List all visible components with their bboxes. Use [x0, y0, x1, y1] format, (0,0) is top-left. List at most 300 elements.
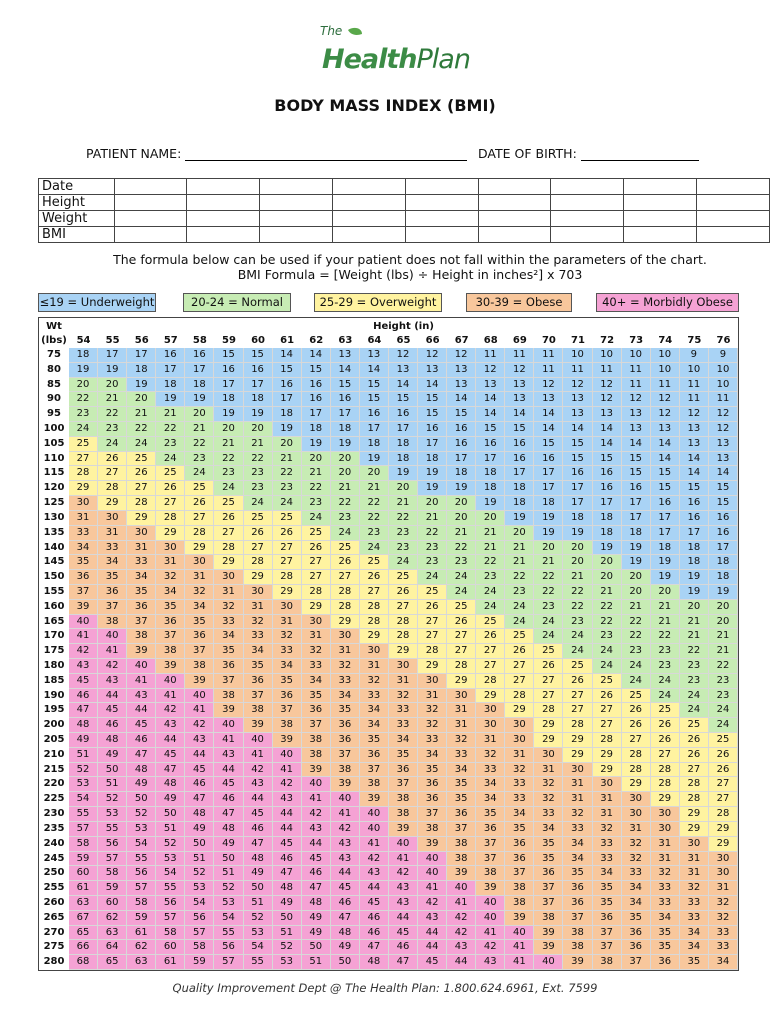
record-entry-cell[interactable] [697, 195, 770, 211]
bmi-cell: 20 [447, 496, 476, 511]
bmi-cell: 18 [505, 496, 534, 511]
weight-label: 100 [43, 423, 65, 435]
patient-name-field[interactable] [185, 147, 467, 161]
record-entry-cell[interactable] [624, 211, 697, 227]
bmi-cell: 35 [534, 837, 563, 852]
bmi-cell: 17 [331, 407, 360, 422]
record-entry-cell[interactable] [478, 211, 551, 227]
bmi-cell: 30 [127, 526, 156, 541]
bmi-cell: 18 [156, 378, 185, 393]
bmi-cell: 44 [302, 837, 331, 852]
record-entry-cell[interactable] [478, 227, 551, 243]
bmi-cell: 39 [156, 659, 185, 674]
bmi-cell: 22 [534, 585, 563, 600]
bmi-cell: 16 [680, 511, 709, 526]
bmi-cell: 49 [127, 777, 156, 792]
weight-label: 220 [43, 778, 65, 790]
bmi-cell: 40 [98, 629, 127, 644]
bmi-cell: 17 [98, 348, 127, 363]
bmi-cell: 16 [505, 437, 534, 452]
bmi-cell: 29 [244, 570, 273, 585]
record-entry-cell[interactable] [114, 211, 187, 227]
weight-label: 215 [43, 763, 65, 775]
bmi-cell: 30 [69, 496, 98, 511]
bmi-cell: 32 [331, 659, 360, 674]
bmi-cell: 21 [244, 437, 273, 452]
record-entry-cell[interactable] [405, 195, 478, 211]
bmi-cell: 18 [244, 392, 273, 407]
bmi-cell: 28 [476, 674, 505, 689]
bmi-cell: 46 [185, 777, 214, 792]
bmi-cell: 31 [418, 689, 447, 704]
bmi-cell: 48 [156, 777, 185, 792]
bmi-cell: 50 [156, 807, 185, 822]
bmi-cell: 36 [505, 837, 534, 852]
bmi-cell: 19 [680, 570, 709, 585]
weight-label: 265 [43, 911, 65, 923]
bmi-cell: 34 [127, 570, 156, 585]
record-entry-cell[interactable] [333, 227, 406, 243]
weight-label: 200 [43, 719, 65, 731]
bmi-cell: 13 [563, 407, 592, 422]
bmi-cell: 39 [418, 837, 447, 852]
bmi-cell: 34 [214, 629, 243, 644]
bmi-cell: 54 [69, 792, 98, 807]
bmi-cell: 13 [622, 422, 651, 437]
bmi-cell: 20 [709, 600, 738, 615]
bmi-cell: 29 [389, 644, 418, 659]
bmi-cell: 13 [680, 422, 709, 437]
bmi-cell: 33 [331, 674, 360, 689]
bmi-cell: 31 [622, 822, 651, 837]
bmi-cell: 38 [360, 777, 389, 792]
bmi-cell: 25 [331, 541, 360, 556]
bmi-cell: 27 [244, 541, 273, 556]
bmi-cell: 29 [563, 748, 592, 763]
bmi-cell: 31 [98, 526, 127, 541]
bmi-cell: 57 [185, 926, 214, 941]
bmi-cell: 40 [447, 881, 476, 896]
bmi-cell: 44 [185, 748, 214, 763]
bmi-cell: 43 [389, 881, 418, 896]
bmi-cell: 24 [563, 644, 592, 659]
bmi-cell: 18 [273, 407, 302, 422]
weight-label: 140 [43, 541, 65, 553]
bmi-cell: 19 [156, 392, 185, 407]
bmi-cell: 35 [680, 955, 709, 970]
bmi-cell: 28 [331, 600, 360, 615]
bmi-cell: 29 [302, 600, 331, 615]
bmi-cell: 38 [563, 926, 592, 941]
bmi-cell: 28 [302, 585, 331, 600]
bmi-cell: 45 [360, 896, 389, 911]
bmi-cell: 13 [622, 407, 651, 422]
bmi-cell: 38 [302, 733, 331, 748]
bmi-cell: 40 [127, 659, 156, 674]
bmi-cell: 29 [273, 585, 302, 600]
bmi-cell: 41 [156, 689, 185, 704]
bmi-cell: 33 [127, 555, 156, 570]
bmi-cell: 26 [505, 644, 534, 659]
bmi-cell: 16 [244, 363, 273, 378]
bmi-cell: 14 [447, 392, 476, 407]
bmi-cell: 37 [98, 600, 127, 615]
bmi-cell: 20 [593, 555, 622, 570]
bmi-cell: 27 [127, 481, 156, 496]
bmi-cell: 28 [273, 570, 302, 585]
bmi-cell: 18 [709, 570, 738, 585]
bmi-cell: 39 [563, 955, 592, 970]
bmi-cell: 43 [69, 659, 98, 674]
bmi-cell: 15 [447, 407, 476, 422]
bmi-cell: 35 [98, 570, 127, 585]
bmi-cell: 11 [651, 378, 680, 393]
bmi-cell: 19 [447, 481, 476, 496]
bmi-cell: 36 [447, 807, 476, 822]
bmi-cell: 34 [709, 955, 738, 970]
record-entry-cell[interactable] [333, 179, 406, 195]
bmi-cell: 28 [651, 777, 680, 792]
bmi-cell: 41 [185, 703, 214, 718]
bmi-cell: 33 [505, 792, 534, 807]
bmi-cell: 23 [389, 541, 418, 556]
bmi-cell: 23 [418, 555, 447, 570]
bmi-cell: 27 [156, 496, 185, 511]
bmi-cell: 33 [593, 837, 622, 852]
bmi-cell: 31 [593, 792, 622, 807]
bmi-cell: 37 [69, 585, 98, 600]
bmi-cell: 40 [476, 911, 505, 926]
record-entry-cell[interactable] [333, 195, 406, 211]
bmi-cell: 42 [98, 659, 127, 674]
bmi-cell: 14 [593, 437, 622, 452]
bmi-cell: 44 [156, 733, 185, 748]
bmi-cell: 23 [709, 689, 738, 704]
bmi-cell: 32 [214, 600, 243, 615]
bmi-cell: 13 [534, 392, 563, 407]
bmi-cell: 18 [476, 466, 505, 481]
bmi-cell: 34 [185, 600, 214, 615]
bmi-cell: 27 [680, 763, 709, 778]
bmi-cell: 23 [244, 466, 273, 481]
bmi-cell: 14 [360, 363, 389, 378]
bmi-cell: 24 [622, 659, 651, 674]
bmi-cell: 18 [331, 422, 360, 437]
bmi-cell: 30 [534, 748, 563, 763]
record-entry-cell[interactable] [187, 179, 260, 195]
record-entry-cell[interactable] [697, 211, 770, 227]
bmi-cell: 29 [127, 511, 156, 526]
height-tick: 70 [541, 335, 556, 346]
bmi-cell: 22 [593, 615, 622, 630]
bmi-cell: 43 [244, 777, 273, 792]
bmi-cell: 41 [69, 629, 98, 644]
bmi-cell: 26 [244, 526, 273, 541]
record-entry-cell[interactable] [624, 195, 697, 211]
bmi-cell: 18 [651, 541, 680, 556]
bmi-cell: 37 [534, 896, 563, 911]
bmi-cell: 38 [214, 689, 243, 704]
bmi-cell: 39 [476, 881, 505, 896]
bmi-cell: 63 [69, 896, 98, 911]
bmi-cell: 35 [593, 896, 622, 911]
height-tick: 65 [396, 335, 411, 346]
bmi-cell: 24 [505, 615, 534, 630]
bmi-cell: 22 [331, 496, 360, 511]
logo-the: The [320, 24, 343, 38]
bmi-cell: 36 [389, 763, 418, 778]
record-entry-cell[interactable] [260, 211, 333, 227]
bmi-cell: 34 [418, 748, 447, 763]
bmi-cell: 33 [593, 852, 622, 867]
record-entry-cell[interactable] [405, 211, 478, 227]
bmi-cell: 15 [214, 348, 243, 363]
bmi-cell: 61 [127, 926, 156, 941]
bmi-cell: 12 [593, 392, 622, 407]
bmi-cell: 13 [389, 363, 418, 378]
bmi-cell: 30 [505, 733, 534, 748]
bmi-cell: 21 [98, 392, 127, 407]
bmi-cell: 15 [622, 452, 651, 467]
bmi-cell: 19 [534, 526, 563, 541]
record-row-label: Height [39, 195, 115, 211]
bmi-cell: 37 [127, 615, 156, 630]
bmi-cell: 17 [273, 392, 302, 407]
bmi-cell: 20 [447, 511, 476, 526]
bmi-cell: 31 [505, 748, 534, 763]
bmi-cell: 53 [98, 807, 127, 822]
bmi-cell: 28 [360, 600, 389, 615]
weight-label: 190 [43, 689, 65, 701]
bmi-cell: 44 [214, 763, 243, 778]
bmi-cell: 14 [389, 378, 418, 393]
bmi-cell: 22 [244, 452, 273, 467]
bmi-cell: 61 [69, 881, 98, 896]
record-entry-cell[interactable] [551, 179, 624, 195]
bmi-cell: 45 [389, 926, 418, 941]
record-entry-cell[interactable] [405, 179, 478, 195]
bmi-cell: 26 [680, 748, 709, 763]
bmi-cell: 19 [418, 481, 447, 496]
bmi-cell: 47 [360, 940, 389, 955]
bmi-cell: 31 [680, 852, 709, 867]
bmi-cell: 57 [156, 911, 185, 926]
record-entry-cell[interactable] [260, 227, 333, 243]
bmi-cell: 18 [360, 437, 389, 452]
height-tick: 57 [163, 335, 178, 346]
record-entry-cell[interactable] [624, 227, 697, 243]
record-entry-cell[interactable] [405, 227, 478, 243]
weight-label: 120 [43, 482, 65, 494]
bmi-cell: 43 [302, 822, 331, 837]
bmi-cell: 47 [69, 703, 98, 718]
bmi-cell: 26 [185, 496, 214, 511]
record-entry-cell[interactable] [260, 195, 333, 211]
bmi-cell: 21 [360, 481, 389, 496]
bmi-cell: 28 [622, 748, 651, 763]
bmi-cell: 22 [680, 644, 709, 659]
bmi-cell: 58 [69, 837, 98, 852]
record-entry-cell[interactable] [478, 195, 551, 211]
bmi-cell: 11 [680, 378, 709, 393]
bmi-cell: 10 [709, 363, 738, 378]
bmi-cell: 16 [622, 481, 651, 496]
bmi-cell: 35 [447, 792, 476, 807]
bmi-cell: 14 [651, 452, 680, 467]
bmi-cell: 61 [156, 955, 185, 970]
bmi-cell: 13 [331, 348, 360, 363]
record-row-label: Weight [39, 211, 115, 227]
bmi-cell: 17 [534, 481, 563, 496]
weight-label: 75 [47, 349, 61, 360]
record-entry-cell[interactable] [551, 227, 624, 243]
bmi-cell: 24 [185, 466, 214, 481]
bmi-cell: 53 [127, 822, 156, 837]
bmi-cell: 33 [389, 703, 418, 718]
bmi-cell: 19 [98, 363, 127, 378]
bmi-cell: 15 [651, 481, 680, 496]
record-entry-cell[interactable] [697, 227, 770, 243]
bmi-cell: 33 [534, 807, 563, 822]
bmi-cell: 25 [244, 511, 273, 526]
bmi-cell: 11 [534, 348, 563, 363]
bmi-cell: 39 [389, 822, 418, 837]
weight-label: 195 [43, 704, 65, 716]
bmi-cell: 15 [622, 466, 651, 481]
bmi-cell: 29 [534, 733, 563, 748]
bmi-cell: 57 [127, 881, 156, 896]
bmi-cell: 25 [273, 511, 302, 526]
bmi-cell: 16 [447, 437, 476, 452]
record-entry-cell[interactable] [551, 195, 624, 211]
bmi-cell: 28 [534, 703, 563, 718]
bmi-cell: 24 [593, 644, 622, 659]
bmi-cell: 41 [505, 940, 534, 955]
record-entry-cell[interactable] [187, 195, 260, 211]
bmi-cell: 41 [273, 763, 302, 778]
bmi-cell: 45 [127, 718, 156, 733]
bmi-cell: 45 [156, 748, 185, 763]
bmi-cell: 10 [709, 378, 738, 393]
bmi-cell: 27 [709, 777, 738, 792]
bmi-cell: 59 [127, 911, 156, 926]
weight-label: 270 [43, 926, 65, 938]
bmi-cell: 16 [593, 481, 622, 496]
bmi-cell: 39 [534, 926, 563, 941]
bmi-cell: 41 [244, 748, 273, 763]
bmi-cell: 45 [244, 807, 273, 822]
bmi-cell: 11 [534, 363, 563, 378]
record-entry-cell[interactable] [478, 179, 551, 195]
bmi-cell: 29 [98, 496, 127, 511]
bmi-cell: 16 [389, 407, 418, 422]
bmi-cell: 34 [534, 822, 563, 837]
bmi-cell: 24 [680, 689, 709, 704]
bmi-cell: 13 [505, 378, 534, 393]
bmi-cell: 34 [302, 674, 331, 689]
bmi-cell: 22 [651, 629, 680, 644]
bmi-cell: 54 [185, 896, 214, 911]
wt-header: Wt [46, 321, 62, 332]
height-tick: 63 [338, 335, 353, 346]
bmi-cell: 11 [593, 363, 622, 378]
bmi-cell: 28 [98, 481, 127, 496]
bmi-cell: 50 [185, 837, 214, 852]
record-entry-cell[interactable] [187, 211, 260, 227]
record-entry-cell[interactable] [697, 179, 770, 195]
bmi-cell: 17 [360, 422, 389, 437]
bmi-cell: 30 [302, 615, 331, 630]
bmi-cell: 47 [185, 792, 214, 807]
bmi-cell: 36 [185, 629, 214, 644]
bmi-cell: 27 [69, 452, 98, 467]
bmi-cell: 12 [389, 348, 418, 363]
bmi-cell: 15 [680, 481, 709, 496]
record-entry-cell[interactable] [114, 195, 187, 211]
bmi-cell: 51 [244, 896, 273, 911]
bmi-cell: 22 [185, 437, 214, 452]
bmi-cell: 32 [185, 585, 214, 600]
bmi-cell: 43 [273, 792, 302, 807]
record-entry-cell[interactable] [114, 227, 187, 243]
bmi-cell: 31 [127, 541, 156, 556]
bmi-cell: 37 [476, 852, 505, 867]
bmi-cell: 56 [156, 896, 185, 911]
bmi-cell: 17 [476, 452, 505, 467]
bmi-cell: 21 [273, 452, 302, 467]
bmi-cell: 29 [651, 792, 680, 807]
record-entry-cell[interactable] [333, 211, 406, 227]
record-entry-cell[interactable] [187, 227, 260, 243]
dob-field[interactable] [581, 147, 699, 161]
record-entry-cell[interactable] [551, 211, 624, 227]
height-tick: 54 [76, 335, 91, 346]
bmi-cell: 30 [651, 807, 680, 822]
bmi-cell: 26 [127, 466, 156, 481]
bmi-cell: 12 [709, 407, 738, 422]
bmi-cell: 21 [680, 629, 709, 644]
bmi-cell: 19 [709, 585, 738, 600]
bmi-cell: 23 [360, 526, 389, 541]
bmi-cell: 14 [593, 422, 622, 437]
bmi-cell: 48 [360, 955, 389, 970]
bmi-cell: 23 [680, 659, 709, 674]
bmi-cell: 45 [98, 703, 127, 718]
bmi-cell: 51 [214, 866, 243, 881]
bmi-cell: 33 [476, 763, 505, 778]
bmi-cell: 37 [331, 748, 360, 763]
bmi-cell: 10 [563, 348, 592, 363]
bmi-cell: 23 [651, 659, 680, 674]
bmi-cell: 10 [680, 363, 709, 378]
record-entry-cell[interactable] [624, 179, 697, 195]
bmi-cell: 24 [476, 600, 505, 615]
bmi-cell: 38 [156, 644, 185, 659]
bmi-cell: 23 [505, 585, 534, 600]
record-entry-cell[interactable] [114, 179, 187, 195]
bmi-cell: 27 [622, 733, 651, 748]
bmi-cell: 17 [651, 526, 680, 541]
bmi-cell: 19 [593, 541, 622, 556]
bmi-cell: 42 [476, 940, 505, 955]
bmi-cell: 23 [680, 674, 709, 689]
bmi-cell: 15 [593, 452, 622, 467]
bmi-cell: 46 [98, 718, 127, 733]
bmi-cell: 19 [622, 541, 651, 556]
bmi-cell: 31 [214, 585, 243, 600]
bmi-cell: 36 [563, 896, 592, 911]
record-entry-cell[interactable] [260, 179, 333, 195]
